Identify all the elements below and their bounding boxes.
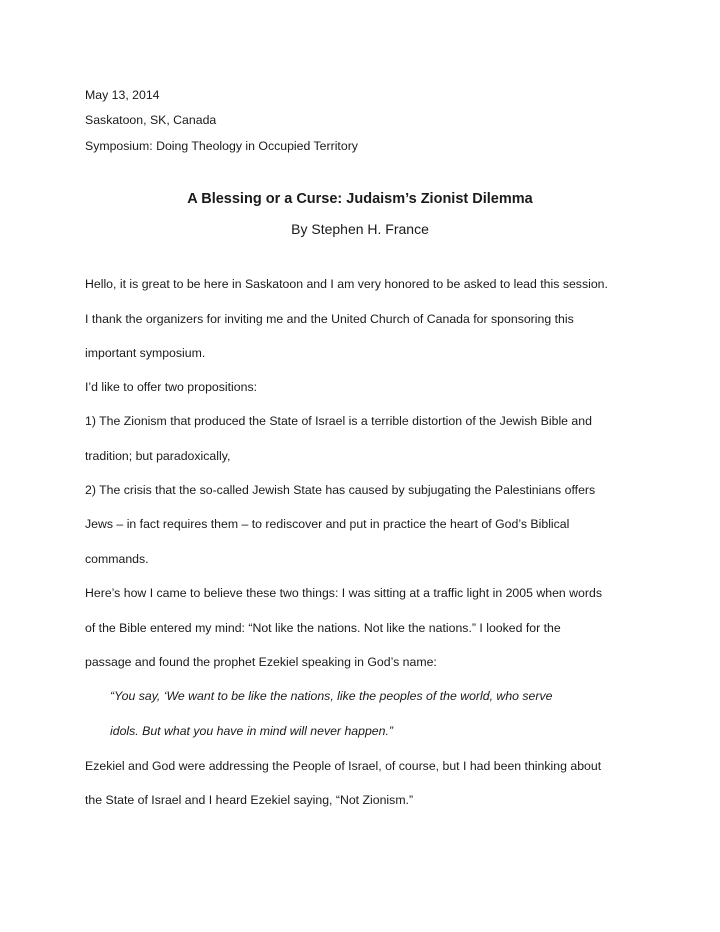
document-title: A Blessing or a Curse: Judaism’s Zionist Dilemma [187, 191, 533, 207]
body-line: the State of Israel and I heard Ezekiel saying, “Not Zionism.” [85, 793, 414, 807]
ezekiel-quote-line: “You say, ‘We want to be like the nations, like the peoples of the world, who serve [110, 689, 553, 703]
header-event: Symposium: Doing Theology in Occupied Territory [85, 139, 358, 153]
body-line: 2) The crisis that the so-called Jewish State has caused by subjugating the Palestinians offers [85, 483, 596, 497]
body-line: commands. [85, 552, 149, 566]
header-date: May 13, 2014 [85, 88, 160, 102]
body-line: 1) The Zionism that produced the State of Israel is a terrible distortion of the Jewish Bible and [85, 414, 592, 428]
body-line: I’d like to offer two propositions: [85, 380, 258, 394]
body-line: passage and found the prophet Ezekiel speaking in God’s name: [85, 655, 437, 669]
body-line: Ezekiel and God were addressing the People of Israel, of course, but I had been thinking about [85, 759, 602, 773]
body-line: I thank the organizers for inviting me and the United Church of Canada for sponsoring this [85, 312, 574, 326]
body-line: tradition; but paradoxically, [85, 449, 231, 463]
document-byline: By Stephen H. France [291, 221, 429, 237]
body-line: of the Bible entered my mind: “Not like the nations. Not like the nations.” I looked for the [85, 621, 561, 635]
header-location: Saskatoon, SK, Canada [85, 113, 217, 127]
body-line: important symposium. [85, 346, 206, 360]
ezekiel-quote-line: idols. But what you have in mind will never happen.” [110, 724, 393, 738]
body-line: Jews – in fact requires them – to rediscover and put in practice the heart of God’s Biblical [85, 517, 570, 531]
body-line: Here’s how I came to believe these two things: I was sitting at a traffic light in 2005 when words [85, 586, 602, 600]
body-line: Hello, it is great to be here in Saskatoon and I am very honored to be asked to lead this session. [85, 277, 608, 291]
